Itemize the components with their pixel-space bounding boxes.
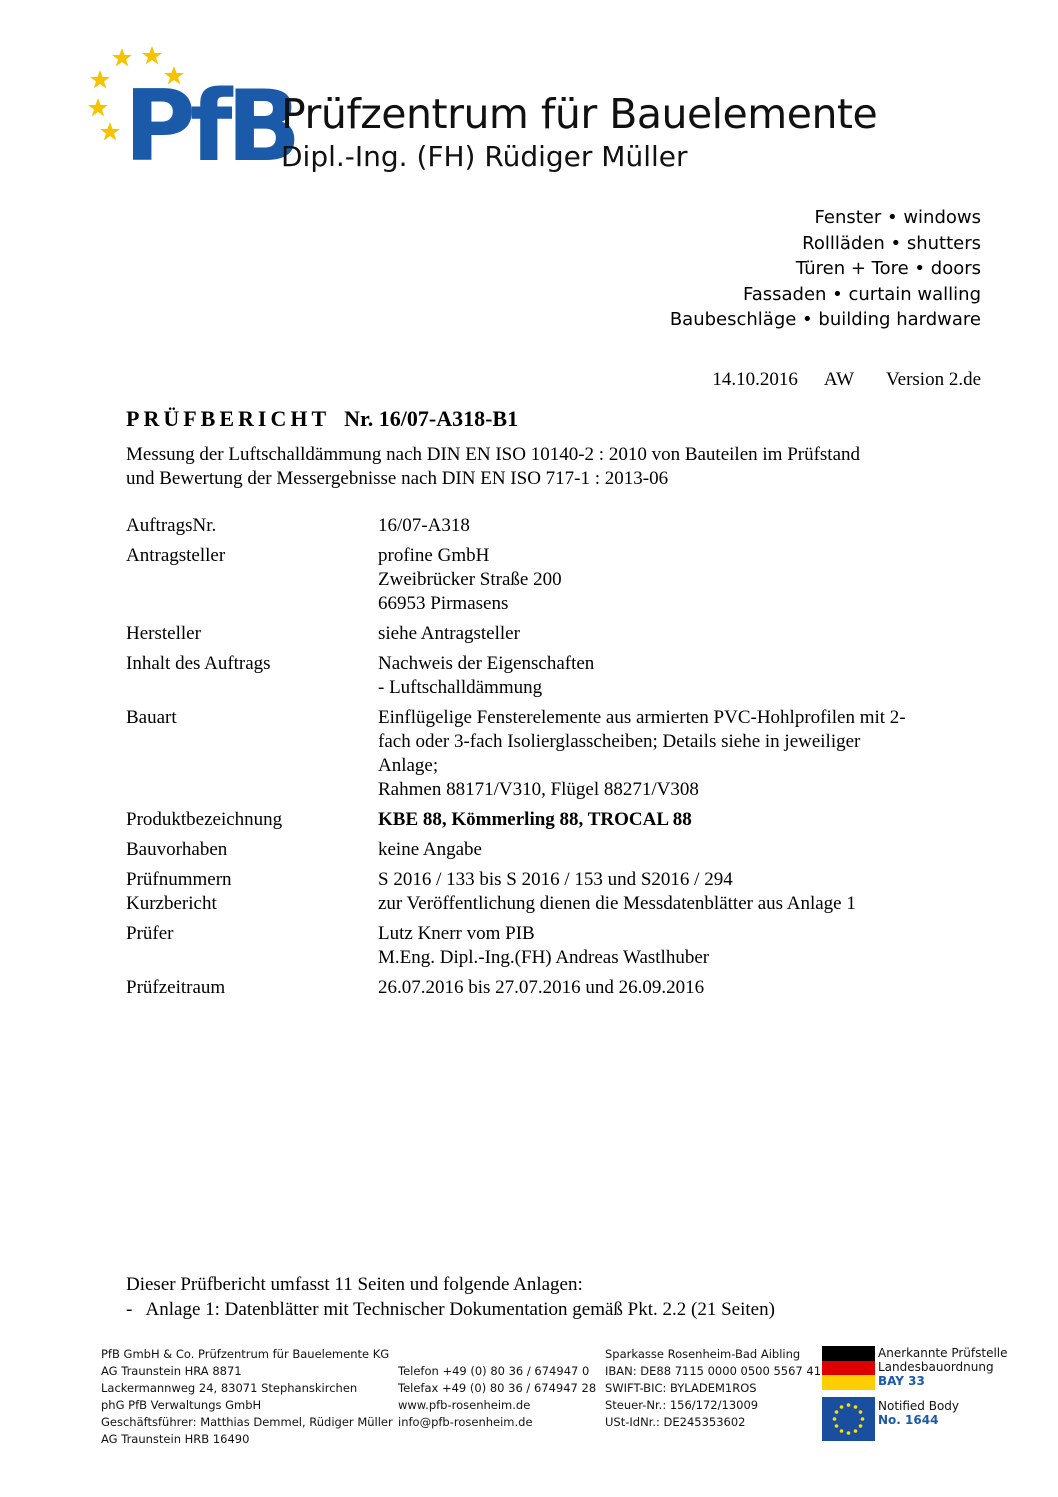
detail-label: Antragsteller: [126, 545, 226, 566]
detail-line: fach oder 3-fach Isolierglasscheiben; Details siehe in jeweiliger: [378, 731, 861, 752]
star-icon: [112, 48, 132, 67]
detail-row-produkt: [126, 808, 986, 832]
attachment-item: - Anlage 1: Datenblätter mit Technischer Dokumentation gemäß Pkt. 2.2 (21 Seiten): [126, 1299, 775, 1320]
service-item: Rollläden • shutters: [802, 232, 981, 254]
detail-label: Bauart: [126, 707, 177, 728]
service-item: Fenster • windows: [814, 207, 981, 228]
report-number: Nr. 16/07-A318-B1: [344, 406, 519, 431]
detail-line: Rahmen 88171/V310, Flügel 88271/V308: [378, 779, 699, 800]
detail-label: Hersteller: [126, 623, 201, 644]
detail-value: [378, 892, 986, 916]
footer-line: PfB GmbH & Co. Prüfzentrum für Bauelemente KG: [101, 1347, 390, 1361]
report-intro: [126, 443, 986, 491]
detail-row-pruefzeitraum: [126, 976, 986, 1000]
detail-value: [378, 976, 986, 1000]
detail-row-antragsteller: [126, 544, 986, 616]
footer-line[interactable]: www.pfb-rosenheim.de: [398, 1398, 531, 1412]
detail-label: Bauvorhaben: [126, 839, 228, 860]
report-author: AW: [823, 369, 855, 390]
detail-label: Prüfnummern: [126, 869, 232, 890]
footer-line: USt-IdNr.: DE245353602: [605, 1415, 746, 1429]
star-icon: [100, 122, 120, 141]
detail-line: 66953 Pirmasens: [378, 593, 509, 614]
report-title: [126, 406, 518, 432]
service-list: [670, 205, 981, 333]
detail-value: [378, 652, 986, 700]
detail-label: Prüfer: [126, 923, 174, 944]
report-date: 14.10.2016: [712, 369, 798, 390]
detail-line: 26.07.2016 bis 27.07.2016 und 26.09.2016: [378, 977, 705, 998]
star-icon: [88, 98, 108, 117]
detail-value: [378, 544, 986, 616]
detail-row-inhalt: [126, 652, 986, 700]
detail-row-bauart: [126, 706, 986, 802]
cert-line: Notified Body: [878, 1399, 960, 1413]
detail-label: Prüfzeitraum: [126, 977, 226, 998]
detail-value: [378, 514, 986, 538]
footer-contact: [398, 1363, 596, 1431]
detail-value: [378, 808, 986, 832]
detail-label: AuftragsNr.: [126, 515, 217, 536]
intro-line: Messung der Luftschalldämmung nach DIN EN ISO 10140-2 : 2010 von Bauteilen im Prüfstand: [126, 444, 861, 465]
detail-row-pruefnummern: [126, 868, 986, 892]
detail-value: [378, 922, 986, 970]
footer-bank: [605, 1346, 821, 1431]
detail-line: profine GmbH: [378, 545, 490, 566]
footer-line: Lackermannweg 24, 83071 Stephanskirchen: [101, 1381, 358, 1395]
footer-line: Telefax +49 (0) 80 36 / 674947 28: [398, 1381, 597, 1395]
detail-value: [378, 622, 986, 646]
star-icon: [142, 46, 162, 65]
footer-line: IBAN: DE88 7115 0000 0500 5567 41: [605, 1364, 822, 1378]
german-flag-icon: [822, 1346, 875, 1390]
detail-row-bauvorhaben: [126, 838, 986, 862]
service-item: Fassaden • curtain walling: [743, 283, 981, 305]
footer-line: Geschäftsführer: Matthias Demmel, Rüdiger Müller: [101, 1415, 393, 1429]
detail-value: [378, 868, 986, 892]
detail-label: Produktbezeichnung: [126, 809, 283, 830]
detail-value: [378, 838, 986, 862]
cert-code: No. 1644: [878, 1413, 939, 1427]
attachments-intro: Dieser Prüfbericht umfasst 11 Seiten und folgende Anlagen:: [126, 1274, 583, 1295]
detail-line: Nachweis der Eigenschaften: [378, 653, 595, 674]
detail-line: M.Eng. Dipl.-Ing.(FH) Andreas Wastlhuber: [378, 947, 710, 968]
footer-line: phG PfB Verwaltungs GmbH: [101, 1398, 262, 1412]
detail-line: Zweibrücker Straße 200: [378, 569, 562, 590]
footer-company: [101, 1346, 393, 1448]
detail-line: keine Angabe: [378, 839, 482, 860]
detail-line: KBE 88, Kömmerling 88, TROCAL 88: [378, 809, 692, 830]
detail-label: Inhalt des Auftrags: [126, 653, 271, 674]
eu-flag-icon: [822, 1397, 875, 1441]
footer-line: SWIFT-BIC: BYLADEM1ROS: [605, 1381, 757, 1395]
footer-line: AG Traunstein HRA 8871: [101, 1364, 242, 1378]
footer-line: Steuer-Nr.: 156/172/13009: [605, 1398, 759, 1412]
cert-line: Anerkannte Prüfstelle: [878, 1346, 1008, 1360]
certification: [878, 1346, 1008, 1427]
detail-line: zur Veröffentlichung dienen die Messdatenblätter aus Anlage 1: [378, 893, 856, 914]
footer-line[interactable]: info@pfb-rosenheim.de: [398, 1415, 533, 1429]
footer-line: AG Traunstein HRB 16490: [101, 1432, 250, 1446]
attachments: [126, 1272, 775, 1322]
detail-row-pruefer: [126, 922, 986, 970]
detail-line: S 2016 / 133 bis S 2016 / 153 und S2016 / 294: [378, 869, 733, 890]
service-item: Baubeschläge • building hardware: [669, 309, 981, 330]
company-subtitle: Dipl.-Ing. (FH) Rüdiger Müller: [281, 140, 688, 173]
cert-line: Landesbauordnung: [878, 1360, 994, 1374]
company-name: Prüfzentrum für Bauelemente: [281, 90, 878, 138]
intro-line: und Bewertung der Messergebnisse nach DIN EN ISO 717-1 : 2013-06: [126, 468, 669, 489]
detail-line: Lutz Knerr vom PIB: [378, 923, 535, 944]
detail-line: siehe Antragsteller: [378, 623, 520, 644]
detail-line: Einflügelige Fensterelemente aus armierten PVC-Hohlprofilen mit 2-: [378, 707, 906, 728]
detail-value: [378, 706, 986, 802]
footer-line: Telefon +49 (0) 80 36 / 674947 0: [398, 1364, 590, 1378]
report-version: Version 2.de: [886, 369, 981, 390]
report-title-word: PRÜFBERICHT: [126, 406, 331, 431]
detail-row-hersteller: [126, 622, 986, 646]
service-item: Türen + Tore • doors: [795, 258, 981, 279]
detail-line: - Luftschalldämmung: [378, 677, 543, 698]
footer-line: Sparkasse Rosenheim-Bad Aibling: [605, 1347, 801, 1361]
detail-row-auftragsnr: [126, 514, 986, 538]
logo: PfB: [124, 70, 296, 184]
detail-line: 16/07-A318: [378, 515, 470, 536]
details-table: [126, 514, 986, 1006]
detail-line: Anlage;: [378, 755, 439, 776]
cert-code: BAY 33: [878, 1374, 925, 1388]
report-meta: [712, 369, 981, 391]
star-icon: [90, 70, 110, 89]
detail-label: Kurzbericht: [126, 893, 217, 914]
detail-row-kurzbericht: [126, 892, 986, 916]
